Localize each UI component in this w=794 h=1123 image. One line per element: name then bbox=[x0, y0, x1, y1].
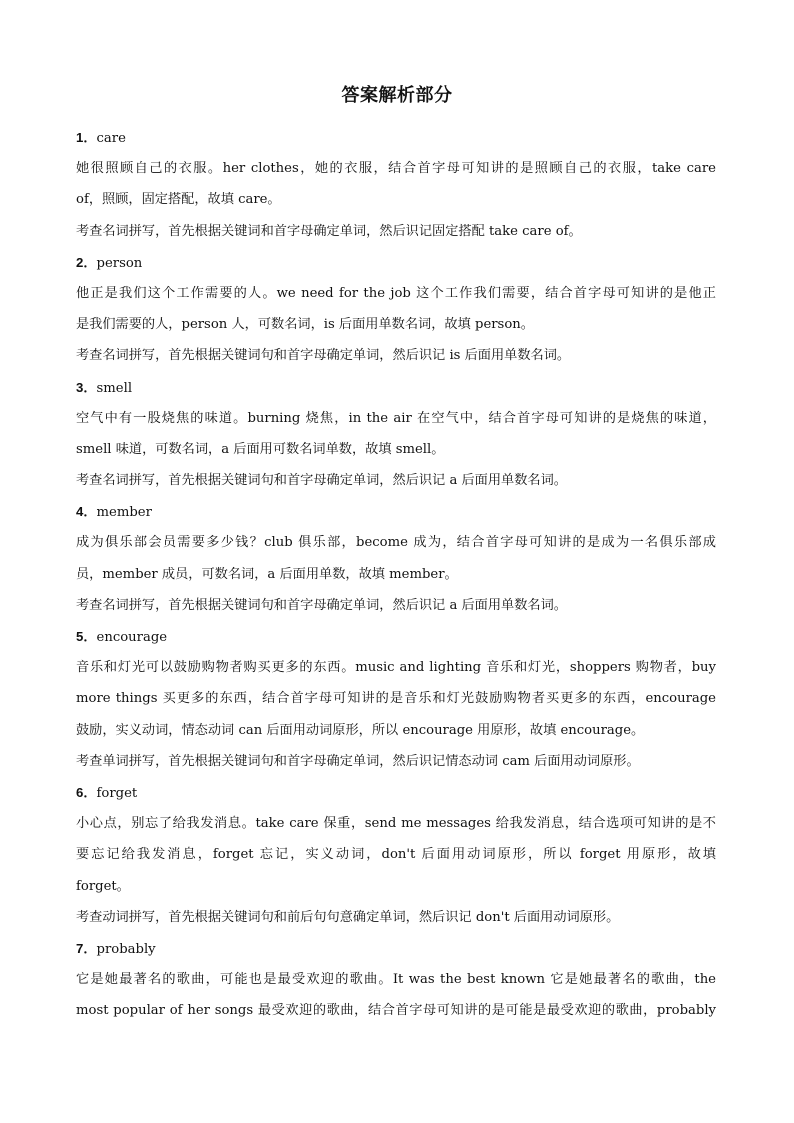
item-heading bbox=[76, 247, 716, 278]
item-answer: encourage bbox=[96, 630, 168, 645]
explanation-line: 要忘记给我发消息，forget 忘记，实义动词，don't 后面用动词原形，所以 forget 用原形，故填 bbox=[76, 847, 716, 863]
explanation-line: 是我们需要的人，person 人，可数名词，is 后面用单数名词，故填 person。 bbox=[76, 317, 534, 333]
item-number: 4． bbox=[76, 504, 97, 520]
item-answer: member bbox=[96, 505, 152, 521]
page-title: 答案解析部分 bbox=[341, 85, 453, 106]
explanation-line: most popular of her songs 最受欢迎的歌曲，结合首字母可知讲的是可能是最受欢迎的歌曲，probably bbox=[76, 1003, 716, 1019]
explanation-line: 她很照顾自己的衣服。her clothes，她的衣服，结合首字母可知讲的是照顾自己的衣服，take care bbox=[76, 161, 716, 177]
explanation-line: 小心点，别忘了给我发消息。take care 保重，send me messages 给我发消息，结合选项可知讲的是不 bbox=[76, 816, 716, 832]
item-number: 7． bbox=[76, 940, 97, 956]
item-heading bbox=[76, 122, 716, 153]
item-answer: smell bbox=[96, 380, 133, 396]
item-heading bbox=[76, 496, 716, 527]
explanation-line: smell 味道，可数名词，a 后面用可数名词单数，故填 smell。 bbox=[76, 441, 445, 457]
explanation-line: 他正是我们这个工作需要的人。we need for the job 这个工作我们需要，结合首字母可知讲的是他正 bbox=[76, 285, 716, 301]
explanation-line: 员，member 成员，可数名词，a 后面用单数，故填 member。 bbox=[76, 566, 458, 582]
item-answer: person bbox=[96, 255, 143, 271]
item-answer: forget bbox=[96, 785, 138, 801]
analysis-line: 考查名词拼写，首先根据关键词句和首字母确定单词，然后识记 is 后面用单数名词。 bbox=[76, 348, 571, 364]
analysis-line: 考查单词拼写，首先根据关键词句和首字母确定单词，然后识记情态动词 cam 后面用动词原形。 bbox=[76, 753, 640, 769]
item-number: 3． bbox=[76, 379, 97, 395]
analysis-line: 考查动词拼写，首先根据关键词句和前后句句意确定单词，然后识记 don't 后面用动词原形。 bbox=[76, 909, 620, 925]
explanation-line: 成为俱乐部会员需要多少钱？club 俱乐部，become 成为，结合首字母可知讲的是成为一名俱乐部成 bbox=[76, 535, 716, 551]
explanation-line: 空气中有一股烧焦的味道。burning 烧焦，in the air 在空气中，结合首字母可知讲的是烧焦的味道， bbox=[76, 410, 716, 426]
item-heading bbox=[76, 777, 716, 808]
item-heading bbox=[76, 372, 716, 403]
item-heading bbox=[76, 933, 716, 964]
item-number: 1． bbox=[76, 130, 97, 145]
analysis-line: 考查名词拼写，首先根据关键词句和首字母确定单词，然后识记 a 后面用单数名词。 bbox=[76, 597, 567, 613]
explanation-line: 鼓励，实义动词，情态动词 can 后面用动词原形，所以 encourage 用原形，故填 encourage。 bbox=[76, 722, 645, 738]
item-number: 6． bbox=[76, 784, 97, 800]
item-answer: probably bbox=[96, 941, 156, 957]
analysis-line: 考查名词拼写，首先根据关键词和首字母确定单词，然后识记固定搭配 take care of。 bbox=[76, 223, 582, 239]
item-heading bbox=[76, 621, 716, 652]
explanation-line: 它是她最著名的歌曲，可能也是最受欢迎的歌曲。It was the best known 它是她最著名的歌曲，the bbox=[76, 972, 716, 988]
item-number: 2． bbox=[76, 254, 97, 270]
explanation-line: more things 买更多的东西，结合首字母可知讲的是音乐和灯光鼓励购物者买更多的东西，encourage bbox=[76, 691, 716, 707]
explanation-line: of，照顾，固定搭配，故填 care。 bbox=[76, 192, 281, 208]
answer-list bbox=[76, 122, 716, 1026]
analysis-line: 考查名词拼写，首先根据关键词句和首字母确定单词，然后识记 a 后面用单数名词。 bbox=[76, 473, 567, 489]
item-number: 5． bbox=[76, 629, 97, 644]
item-answer: care bbox=[96, 131, 126, 146]
explanation-line: 音乐和灯光可以鼓励购物者购买更多的东西。music and lighting 音乐和灯光，shoppers 购物者，buy bbox=[76, 660, 716, 676]
explanation-line: forget。 bbox=[76, 878, 130, 894]
